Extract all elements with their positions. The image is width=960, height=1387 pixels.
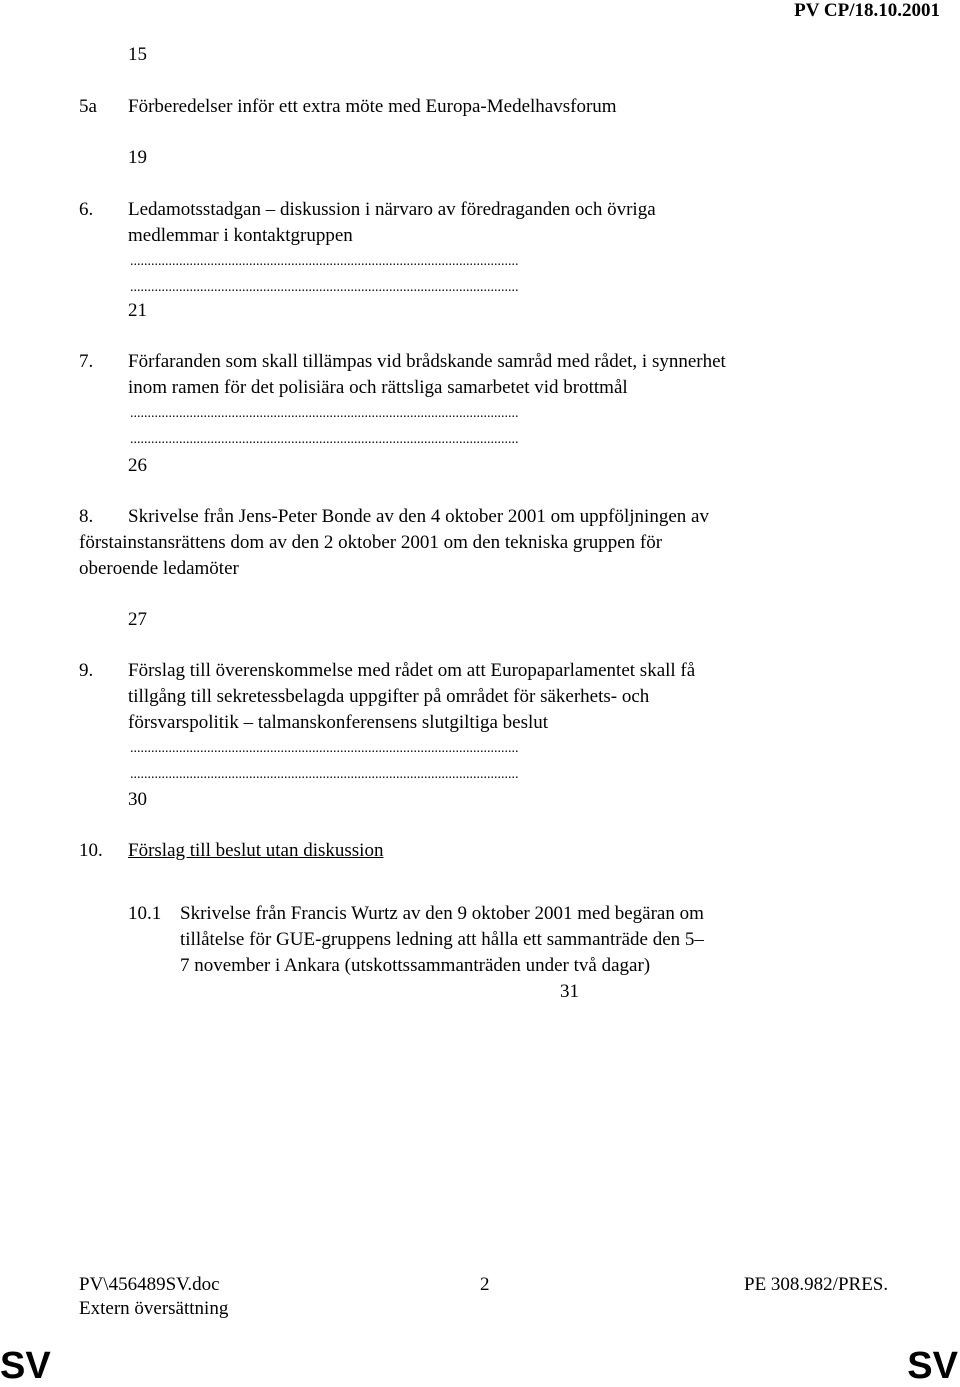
- toc-section-heading: Förslag till beslut utan diskussion: [128, 840, 384, 861]
- document-reference: PV CP/18.10.2001: [794, 0, 940, 21]
- toc-leader-dots: ...............................................................................................................: [130, 280, 519, 295]
- toc-item-title-line: förstainstansrättens dom av den 2 oktober 2001 om den tekniska gruppen för: [79, 532, 663, 553]
- toc-page-number: 19: [128, 147, 147, 168]
- toc-page-number: 26: [128, 455, 147, 476]
- toc-item-number: 5a: [79, 96, 97, 117]
- toc-item-number: 6.: [79, 199, 94, 220]
- toc-subitem-number: 10.1: [128, 903, 162, 924]
- footer-translation-note: Extern översättning: [79, 1298, 229, 1319]
- toc-item-title-line: Skrivelse från Francis Wurtz av den 9 oktober 2001 med begäran om: [180, 903, 704, 924]
- toc-item-title-line: Förfaranden som skall tillämpas vid brådskande samråd med rådet, i synnerhet: [128, 351, 726, 372]
- toc-page-number: 27: [128, 609, 147, 630]
- footer-file-name: PV\456489SV.doc: [79, 1274, 220, 1295]
- toc-page-number: 31: [560, 981, 579, 1002]
- toc-item-title-line: Ledamotsstadgan – diskussion i närvaro av föredraganden och övriga: [128, 199, 656, 220]
- toc-item-number: 9.: [79, 660, 94, 681]
- language-code-left: SV: [0, 1345, 51, 1387]
- toc-item-title-line: tillåtelse för GUE-gruppens ledning att hålla ett sammanträde den 5–: [180, 929, 704, 950]
- toc-page-number: 15: [128, 44, 147, 65]
- toc-item-title-line: inom ramen för det polisiära och rättsliga samarbetet vid brottmål: [128, 377, 628, 398]
- toc-leader-dots: ...............................................................................................................: [130, 767, 519, 782]
- toc-leader-dots: ...............................................................................................................: [130, 254, 519, 269]
- toc-item-number: 7.: [79, 351, 94, 372]
- toc-item-title-line: tillgång till sekretessbelagda uppgifter på området för säkerhets- och: [128, 686, 650, 707]
- language-code-right: SV: [907, 1345, 958, 1387]
- footer-pe-reference: PE 308.982/PRES.: [744, 1274, 889, 1295]
- toc-item-title-line: Förslag till överenskommelse med rådet om att Europaparlamentet skall få: [128, 660, 696, 681]
- toc-item-title-line: medlemmar i kontaktgruppen: [128, 225, 353, 246]
- toc-leader-dots: ...............................................................................................................: [130, 406, 519, 421]
- toc-item-title-line: försvarspolitik – talmanskonferensens slutgiltiga beslut: [128, 712, 549, 733]
- toc-item-number: 8.: [79, 506, 94, 527]
- toc-item-title-line: Skrivelse från Jens-Peter Bonde av den 4 oktober 2001 om uppföljningen av: [128, 506, 709, 527]
- toc-item-title-line: 7 november i Ankara (utskottssammanträden under två dagar): [180, 955, 651, 976]
- toc-page-number: 21: [128, 300, 147, 321]
- toc-page-number: 30: [128, 789, 147, 810]
- footer-page-number: 2: [480, 1274, 490, 1295]
- toc-leader-dots: ...............................................................................................................: [130, 741, 519, 756]
- toc-item-number: 10.: [79, 840, 103, 861]
- toc-item-title: Förberedelser inför ett extra möte med Europa-Medelhavsforum: [128, 96, 617, 117]
- toc-item-title-line: oberoende ledamöter: [79, 558, 239, 579]
- toc-leader-dots: ...............................................................................................................: [130, 432, 519, 447]
